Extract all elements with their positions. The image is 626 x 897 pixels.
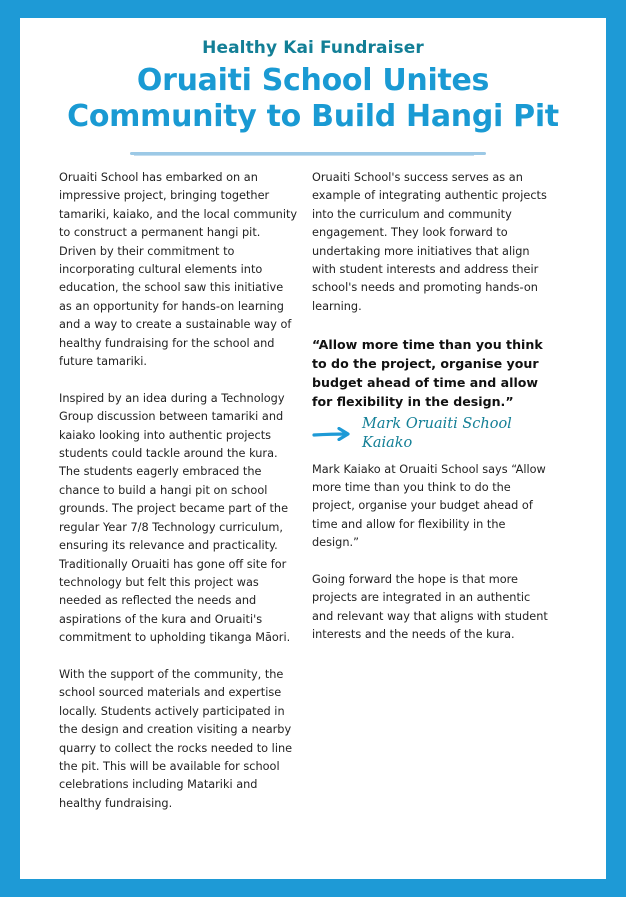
- intro-paragraph: Oruaiti School's success serves as an example of integrating authentic projects into the curriculum and community engagement. They look forward to undertaking more initiatives that align with student interests and address their school's needs and promoting hands-on learning.: [312, 171, 547, 313]
- body-paragraph: Mark Kaiako at Oruaiti School says “Allow more time than you think to do the project, organise your budget ahead of time and allow for flexibility in the design.”: [312, 462, 546, 550]
- body-paragraph: Oruaiti School has embarked on an impressive project, bringing together tamariki, kaiako, and the local community to construct a permanent hangi pit. Driven by their commitment to incorporating cultural elements into education, the school saw this initiative as an opportunity for hands-on learning and a way to create a sustainable way of healthy fundraising for the school and future tamariki.: [59, 171, 298, 369]
- article-page: [20, 18, 606, 879]
- article-title: [20, 63, 606, 135]
- title-line-2: Community to Build Hangi Pit: [67, 99, 559, 134]
- right-column: [312, 169, 552, 663]
- pull-quote: “Allow more time than you think to do the project, organise your budget ahead of time and allow for flexibility in the design.”: [312, 336, 543, 409]
- arrow-right-icon: [312, 427, 352, 441]
- body-paragraph: Going forward the hope is that more projects are integrated in an authentic and relevant way that aligns with student interests and the needs of the kura.: [312, 573, 548, 642]
- title-divider-shadow: [134, 155, 474, 156]
- body-paragraph: With the support of the community, the school sourced materials and expertise locally. Students actively participated in the design and creation visiting a nearby quarry to collect the rocks needed to line the pit. This will be available for school celebrations including Matariki and healthy fundraising.: [59, 667, 293, 810]
- body-paragraph: Inspired by an idea during a Technology Group discussion between tamariki and kaiako looking into authentic projects students could tackle around the kura. The students eagerly embraced the chance to build a hangi pit on school grounds. The project became part of the regular Year 7/8 Technology curriculum, ensuring its relevance and practicality. Traditionally Oruaiti has gone off site for technology but felt this project was needed as reflected the needs and aspirations of the kura and Oruaiti's commitment to upholding tikanga Māori.: [59, 391, 291, 645]
- title-line-1: Oruaiti School Unites: [136, 63, 490, 98]
- attribution-name: Mark Oruaiti School Kaiako: [362, 416, 512, 451]
- quote-attribution: [312, 416, 552, 451]
- article-kicker: Healthy Kai Fundraiser: [202, 38, 424, 58]
- left-column: [59, 169, 299, 832]
